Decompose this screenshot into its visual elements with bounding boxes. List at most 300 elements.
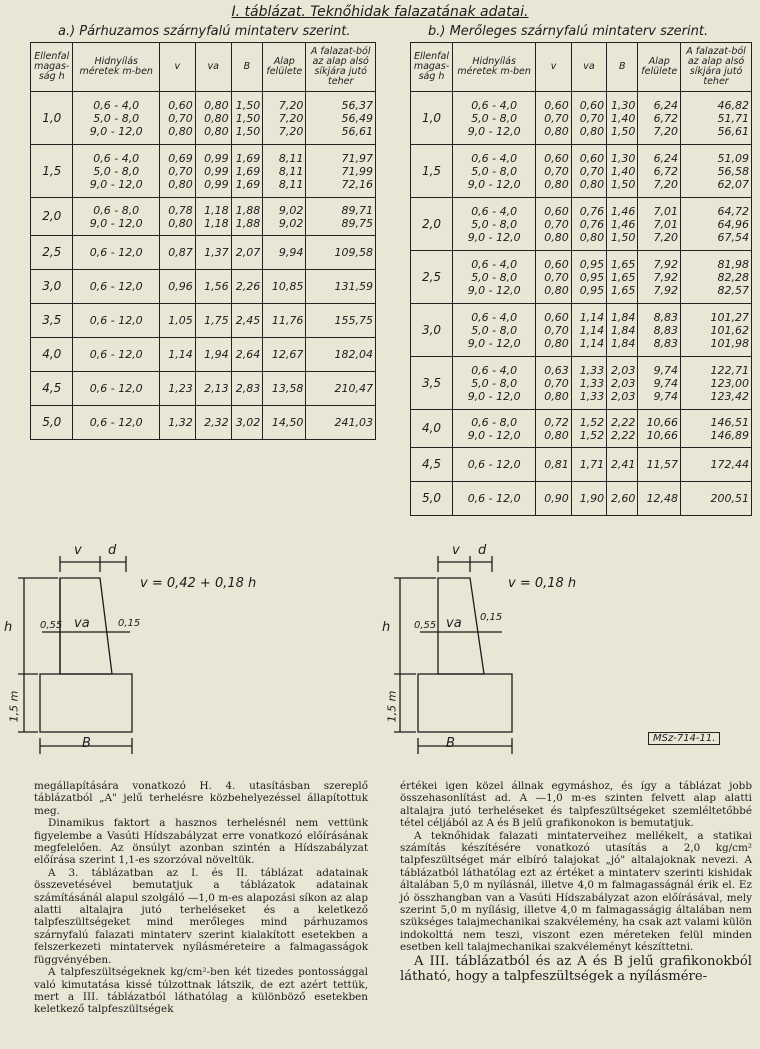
load-value: 89,71 bbox=[341, 203, 373, 217]
v-value: 0,60 bbox=[544, 204, 569, 218]
span-value: 0,6 - 4,0 bbox=[471, 310, 518, 324]
area-cell bbox=[638, 145, 681, 198]
load-cell bbox=[681, 357, 752, 410]
table-b-header-row bbox=[411, 43, 752, 92]
v-cell bbox=[159, 92, 195, 145]
paragraph: A talpfeszültségeknek kg/cm²-ben két tizedes pontossággal való kimutatása kissé túlzottnak látszik, de ezt azért tettük, mert a III. táblázatból láthatólag a különböző esetekben keletkező talpfeszültségek bbox=[34, 966, 368, 1016]
area-value: 13,58 bbox=[271, 382, 304, 395]
column-header: Hidnyílás méretek m-ben bbox=[73, 43, 159, 92]
span-value: 5,0 - 8,0 bbox=[471, 217, 518, 231]
diagram-b-h-label: h bbox=[382, 620, 391, 635]
area-cell bbox=[638, 357, 681, 410]
table-row bbox=[411, 448, 752, 482]
span-value: 9,0 - 12,0 bbox=[467, 124, 521, 138]
load-cell bbox=[681, 482, 752, 516]
column-header: Hidnyílás méretek m-ben bbox=[452, 43, 535, 92]
load-value: 46,82 bbox=[717, 98, 749, 112]
load-cell bbox=[306, 304, 376, 338]
load-value: 62,07 bbox=[717, 177, 749, 191]
span-value: 0,6 - 12,0 bbox=[89, 348, 143, 361]
diagram-a-h-label: h bbox=[4, 620, 13, 635]
area-value: 6,72 bbox=[653, 111, 679, 125]
area-value: 12,48 bbox=[646, 492, 679, 505]
B-cell bbox=[607, 357, 638, 410]
area-value: 7,20 bbox=[278, 124, 304, 138]
span-cell bbox=[452, 448, 535, 482]
diagram-a-right-dim: 0,15 bbox=[118, 618, 141, 629]
area-value: 7,20 bbox=[653, 124, 679, 138]
span-value: 5,0 - 8,0 bbox=[471, 111, 518, 125]
va-value: 2,13 bbox=[204, 382, 229, 395]
load-cell bbox=[306, 372, 376, 406]
span-value: 0,6 - 12,0 bbox=[89, 382, 143, 395]
diagram-b-left-dim: 0,55 bbox=[414, 620, 437, 631]
column-header: v bbox=[536, 43, 571, 92]
va-value: 0,60 bbox=[579, 98, 605, 112]
area-value: 7,20 bbox=[653, 230, 679, 244]
span-cell bbox=[73, 92, 159, 145]
area-cell bbox=[638, 448, 681, 482]
va-value: 0,80 bbox=[579, 124, 605, 138]
span-cell bbox=[73, 270, 159, 304]
span-value: 0,6 - 4,0 bbox=[93, 151, 140, 165]
va-value: 1,94 bbox=[204, 348, 229, 361]
area-value: 9,74 bbox=[653, 376, 679, 390]
va-cell bbox=[195, 270, 231, 304]
va-cell bbox=[571, 357, 606, 410]
v-value: 0,80 bbox=[544, 230, 569, 244]
v-cell bbox=[159, 338, 195, 372]
B-value: 2,22 bbox=[610, 415, 636, 429]
wall-height-cell: 5,0 bbox=[31, 406, 73, 440]
v-value: 0,80 bbox=[168, 124, 193, 138]
load-value: 101,98 bbox=[710, 336, 749, 350]
va-value: 1,56 bbox=[204, 280, 229, 293]
B-value: 1,88 bbox=[235, 203, 261, 217]
load-value: 89,75 bbox=[341, 216, 373, 230]
span-value: 5,0 - 8,0 bbox=[471, 323, 518, 337]
B-cell bbox=[607, 145, 638, 198]
area-cell bbox=[263, 198, 306, 236]
area-cell bbox=[263, 406, 306, 440]
table-row bbox=[31, 406, 376, 440]
B-value: 1,84 bbox=[610, 336, 636, 350]
foundation-b bbox=[418, 674, 512, 732]
B-value: 1,50 bbox=[235, 124, 261, 138]
B-value: 1,69 bbox=[235, 151, 261, 165]
column-header: Ellenfal magas-ság h bbox=[31, 43, 73, 92]
load-cell bbox=[306, 145, 376, 198]
wall-height-cell: 1,0 bbox=[411, 92, 453, 145]
load-value: 81,98 bbox=[717, 257, 749, 271]
B-value: 1,50 bbox=[610, 230, 636, 244]
area-value: 6,24 bbox=[653, 98, 679, 112]
B-value: 1,69 bbox=[235, 177, 261, 191]
va-value: 1,33 bbox=[579, 376, 605, 390]
B-cell bbox=[607, 482, 638, 516]
v-value: 1,05 bbox=[168, 314, 193, 327]
diagram-a-formula: v = 0,42 + 0,18 h bbox=[140, 576, 257, 591]
span-value: 0,6 - 4,0 bbox=[471, 204, 518, 218]
wall-height-cell: 3,0 bbox=[31, 270, 73, 304]
va-cell bbox=[195, 198, 231, 236]
area-value: 8,83 bbox=[653, 336, 679, 350]
va-value: 1,52 bbox=[579, 428, 605, 442]
B-value: 2,41 bbox=[610, 458, 636, 471]
column-header: A falazat-ból az alap alsó síkjára jutó teher bbox=[681, 43, 752, 92]
column-header: Alap felülete bbox=[263, 43, 306, 92]
area-value: 10,85 bbox=[271, 280, 304, 293]
area-value: 8,83 bbox=[653, 323, 679, 337]
area-value: 11,76 bbox=[271, 314, 304, 327]
table-row bbox=[31, 145, 376, 198]
area-value: 10,66 bbox=[646, 428, 679, 442]
load-value: 72,16 bbox=[341, 177, 373, 191]
v-value: 0,70 bbox=[544, 111, 569, 125]
load-value: 200,51 bbox=[710, 492, 749, 505]
va-value: 1,18 bbox=[204, 216, 229, 230]
area-cell bbox=[638, 198, 681, 251]
B-cell bbox=[231, 92, 263, 145]
B-value: 2,60 bbox=[610, 492, 636, 505]
va-value: 0,70 bbox=[579, 164, 605, 178]
va-value: 1,33 bbox=[579, 363, 605, 377]
span-value: 0,6 - 4,0 bbox=[471, 363, 518, 377]
span-value: 5,0 - 8,0 bbox=[93, 164, 140, 178]
table-row bbox=[411, 145, 752, 198]
wall-height-cell: 1,5 bbox=[31, 145, 73, 198]
load-value: 210,47 bbox=[334, 382, 373, 395]
v-value: 0,69 bbox=[168, 151, 193, 165]
load-value: 155,75 bbox=[334, 314, 373, 327]
B-value: 2,03 bbox=[610, 363, 636, 377]
v-value: 0,70 bbox=[544, 270, 569, 284]
va-value: 1,33 bbox=[579, 389, 605, 403]
v-cell bbox=[536, 145, 571, 198]
B-value: 2,07 bbox=[235, 246, 261, 259]
wall-height-cell: 4,0 bbox=[31, 338, 73, 372]
span-value: 0,6 - 12,0 bbox=[467, 458, 521, 471]
v-value: 0,80 bbox=[544, 428, 569, 442]
area-value: 7,20 bbox=[653, 177, 679, 191]
v-cell bbox=[159, 304, 195, 338]
va-value: 0,76 bbox=[579, 217, 605, 231]
va-cell bbox=[195, 406, 231, 440]
area-cell bbox=[263, 372, 306, 406]
v-cell bbox=[536, 304, 571, 357]
B-value: 1,84 bbox=[610, 310, 636, 324]
va-value: 0,60 bbox=[579, 151, 605, 165]
span-cell bbox=[73, 372, 159, 406]
page-title: I. táblázat. Teknőhidak falazatának adatai. bbox=[231, 4, 529, 20]
diagram-b-d-label: d bbox=[478, 543, 487, 558]
load-cell bbox=[306, 270, 376, 304]
B-value: 1,69 bbox=[235, 164, 261, 178]
v-value: 0,80 bbox=[168, 216, 193, 230]
wall-height-cell: 4,5 bbox=[31, 372, 73, 406]
load-value: 51,71 bbox=[717, 111, 749, 125]
diagram-a-v-label: v bbox=[74, 543, 82, 558]
B-value: 1,46 bbox=[610, 204, 636, 218]
table-row bbox=[411, 198, 752, 251]
va-cell bbox=[195, 92, 231, 145]
B-value: 1,50 bbox=[235, 98, 261, 112]
table-row bbox=[411, 92, 752, 145]
v-cell bbox=[536, 251, 571, 304]
va-value: 1,37 bbox=[204, 246, 229, 259]
span-cell bbox=[73, 198, 159, 236]
load-cell bbox=[306, 406, 376, 440]
load-value: 101,62 bbox=[710, 323, 749, 337]
v-value: 0,72 bbox=[544, 415, 569, 429]
area-value: 7,92 bbox=[653, 270, 679, 284]
span-cell bbox=[452, 482, 535, 516]
span-cell bbox=[73, 338, 159, 372]
load-cell bbox=[306, 198, 376, 236]
v-cell bbox=[159, 145, 195, 198]
B-cell bbox=[231, 270, 263, 304]
area-cell bbox=[638, 92, 681, 145]
v-value: 0,60 bbox=[168, 98, 193, 112]
span-value: 9,0 - 12,0 bbox=[467, 230, 521, 244]
column-header: B bbox=[607, 43, 638, 92]
span-value: 9,0 - 12,0 bbox=[467, 177, 521, 191]
B-cell bbox=[231, 198, 263, 236]
load-cell bbox=[681, 198, 752, 251]
span-value: 0,6 - 4,0 bbox=[471, 151, 518, 165]
load-cell bbox=[306, 92, 376, 145]
diagram-a-base-height: 1,5 m bbox=[7, 690, 21, 723]
area-cell bbox=[638, 251, 681, 304]
B-cell bbox=[231, 406, 263, 440]
va-value: 1,52 bbox=[579, 415, 605, 429]
load-value: 172,44 bbox=[710, 458, 749, 471]
B-value: 1,65 bbox=[610, 283, 636, 297]
span-value: 9,0 - 12,0 bbox=[89, 216, 143, 230]
B-value: 2,26 bbox=[235, 280, 261, 293]
load-value: 123,42 bbox=[710, 389, 749, 403]
B-value: 1,50 bbox=[610, 177, 636, 191]
va-cell bbox=[571, 92, 606, 145]
va-value: 0,80 bbox=[579, 177, 605, 191]
area-value: 7,92 bbox=[653, 283, 679, 297]
load-value: 67,54 bbox=[717, 230, 749, 244]
load-value: 82,28 bbox=[717, 270, 749, 284]
diagram-a-left-dim: 0,55 bbox=[40, 620, 63, 631]
table-row bbox=[411, 251, 752, 304]
diagram-b-B-label: B bbox=[446, 736, 455, 751]
load-cell bbox=[306, 236, 376, 270]
span-value: 0,6 - 4,0 bbox=[93, 98, 140, 112]
va-value: 0,95 bbox=[579, 283, 605, 297]
load-cell bbox=[306, 338, 376, 372]
span-value: 0,6 - 12,0 bbox=[89, 416, 143, 429]
area-value: 9,02 bbox=[278, 216, 304, 230]
standard-stamp: MSz-714-11. bbox=[648, 732, 720, 745]
span-cell bbox=[73, 304, 159, 338]
area-value: 6,24 bbox=[653, 151, 679, 165]
va-value: 0,95 bbox=[579, 257, 605, 271]
load-value: 71,99 bbox=[341, 164, 373, 178]
area-cell bbox=[263, 304, 306, 338]
va-cell bbox=[571, 145, 606, 198]
va-cell bbox=[195, 338, 231, 372]
area-cell bbox=[263, 270, 306, 304]
table-b bbox=[410, 42, 752, 516]
span-value: 5,0 - 8,0 bbox=[471, 376, 518, 390]
area-value: 8,83 bbox=[653, 310, 679, 324]
area-value: 9,02 bbox=[278, 203, 304, 217]
load-value: 71,97 bbox=[341, 151, 373, 165]
table-row bbox=[31, 338, 376, 372]
wall-height-cell: 2,5 bbox=[31, 236, 73, 270]
v-value: 1,32 bbox=[168, 416, 193, 429]
load-cell bbox=[681, 410, 752, 448]
span-value: 0,6 - 12,0 bbox=[89, 246, 143, 259]
diagram-b-v-label: v bbox=[452, 543, 460, 558]
area-cell bbox=[638, 410, 681, 448]
B-cell bbox=[231, 236, 263, 270]
va-cell bbox=[195, 236, 231, 270]
column-header: va bbox=[571, 43, 606, 92]
v-cell bbox=[536, 448, 571, 482]
body-text-left bbox=[34, 780, 368, 1016]
column-header: v bbox=[159, 43, 195, 92]
span-value: 9,0 - 12,0 bbox=[89, 124, 143, 138]
load-value: 241,03 bbox=[334, 416, 373, 429]
diagram-a bbox=[0, 538, 380, 768]
B-cell bbox=[231, 338, 263, 372]
diagram-b-va-label: va bbox=[446, 616, 462, 631]
paragraph: értékei igen közel állnak egymáshoz, és így a táblázat jobb összehasonlítást ad. A —1,0 m-es szinten felvett alap alatti altalajra jutó terheléseket és talpfeszültségeket szemléltetőbbé tétel céljából az A és B jelű grafikonokon is bemutatjuk. bbox=[400, 780, 752, 830]
table-a-caption: a.) Párhuzamos szárnyfalú mintaterv szerint. bbox=[58, 24, 351, 39]
va-value: 1,71 bbox=[579, 458, 605, 471]
wall-height-cell: 4,0 bbox=[411, 410, 453, 448]
load-value: 109,58 bbox=[334, 246, 373, 259]
v-cell bbox=[536, 410, 571, 448]
B-value: 2,03 bbox=[610, 389, 636, 403]
load-cell bbox=[681, 92, 752, 145]
diagram-a-d-label: d bbox=[108, 543, 117, 558]
table-b-caption: b.) Merőleges szárnyfalú mintaterv szerint. bbox=[428, 24, 709, 39]
va-value: 0,80 bbox=[204, 124, 229, 138]
va-value: 0,99 bbox=[204, 151, 229, 165]
wall-height-cell: 3,5 bbox=[31, 304, 73, 338]
B-cell bbox=[607, 92, 638, 145]
B-value: 1,84 bbox=[610, 323, 636, 337]
v-value: 1,23 bbox=[168, 382, 193, 395]
area-value: 14,50 bbox=[271, 416, 304, 429]
B-cell bbox=[607, 198, 638, 251]
column-header: Ellenfal magas-ság h bbox=[411, 43, 453, 92]
span-value: 0,6 - 12,0 bbox=[89, 314, 143, 327]
area-value: 7,01 bbox=[653, 204, 679, 218]
load-value: 56,58 bbox=[717, 164, 749, 178]
table-row bbox=[31, 372, 376, 406]
span-value: 9,0 - 12,0 bbox=[89, 177, 143, 191]
span-cell bbox=[452, 198, 535, 251]
B-cell bbox=[231, 304, 263, 338]
B-value: 1,65 bbox=[610, 270, 636, 284]
column-header: va bbox=[195, 43, 231, 92]
paragraph: A III. táblázatból és az A és B jelű grafikonokból látható, hogy a talpfeszültségek a nyílásmére- bbox=[400, 953, 752, 985]
B-value: 2,22 bbox=[610, 428, 636, 442]
span-value: 5,0 - 8,0 bbox=[471, 164, 518, 178]
va-cell bbox=[571, 251, 606, 304]
span-cell bbox=[452, 357, 535, 410]
span-value: 0,6 - 8,0 bbox=[471, 415, 518, 429]
v-cell bbox=[536, 92, 571, 145]
span-cell bbox=[73, 145, 159, 198]
load-value: 146,89 bbox=[710, 428, 749, 442]
area-cell bbox=[638, 304, 681, 357]
area-cell bbox=[638, 482, 681, 516]
load-value: 101,27 bbox=[710, 310, 749, 324]
load-value: 51,09 bbox=[717, 151, 749, 165]
diagram-a-va-label: va bbox=[74, 616, 90, 631]
va-cell bbox=[571, 198, 606, 251]
area-value: 8,11 bbox=[278, 151, 304, 165]
va-value: 1,14 bbox=[579, 310, 605, 324]
B-cell bbox=[607, 304, 638, 357]
B-cell bbox=[231, 372, 263, 406]
area-value: 7,20 bbox=[278, 111, 304, 125]
B-value: 2,45 bbox=[235, 314, 261, 327]
foundation-a bbox=[40, 674, 132, 732]
load-value: 56,49 bbox=[341, 111, 373, 125]
B-value: 1,40 bbox=[610, 111, 636, 125]
table-row bbox=[31, 270, 376, 304]
va-value: 2,32 bbox=[204, 416, 229, 429]
area-value: 9,94 bbox=[278, 246, 304, 259]
B-value: 3,02 bbox=[235, 416, 261, 429]
span-cell bbox=[452, 304, 535, 357]
B-value: 1,65 bbox=[610, 257, 636, 271]
load-value: 82,57 bbox=[717, 283, 749, 297]
table-row bbox=[31, 304, 376, 338]
wall-height-cell: 2,0 bbox=[31, 198, 73, 236]
v-value: 0,78 bbox=[168, 203, 193, 217]
va-value: 0,99 bbox=[204, 164, 229, 178]
diagram-b-right-dim: 0,15 bbox=[480, 612, 503, 623]
body-text-right bbox=[400, 780, 752, 985]
area-cell bbox=[263, 145, 306, 198]
B-value: 2,64 bbox=[235, 348, 261, 361]
paragraph: A 3. táblázatban az I. és II. táblázat adatainak összevetésével bemutatjuk a táblázatok adatainak számításánál alapul szolgáló —1,0 m-es alapozási síkon az alap alatti altalajra jutó terheléseket és a keletkező talpfeszültségeket mind merőleges mind párhuzamos szárnyfalú falazati mintaterv szerint kialakított esetekben a felszerkezeti mintatervek nyílásméreteire a falmagasságok függvényében. bbox=[34, 866, 368, 966]
load-cell bbox=[681, 251, 752, 304]
load-value: 64,72 bbox=[717, 204, 749, 218]
v-value: 0,80 bbox=[544, 336, 569, 350]
v-cell bbox=[536, 482, 571, 516]
wall-height-cell: 2,0 bbox=[411, 198, 453, 251]
paragraph: A teknőhidak falazati mintaterveihez mellékelt, a statikai számítás készítésére vonatkozó utasítás a 2,0 kg/cm² talpfeszültséget már elbíró talajokat „jó" altalajoknak nevezi. A táblázatból láthatólag ezt az értéket a mintaterv szerinti kishidak általában 5,0 m nyílásnál, illetve 4,0 m falmagasságnál érik el. Ez jó összhangban van a Vasúti Hídszabályzat azon előírásával, mely szerint 5,0 m nyílásig, illetve 4,0 m falmagasságig általában nem szükséges talajmechanikai szakvélemény, ha csak azt valami külön indokolttá nem teszi, viszont ezen méreteken felül minden esetben kell talajmechanikai szakvéleményt készíttetni. bbox=[400, 829, 752, 954]
diagram-a-B-label: B bbox=[82, 736, 91, 751]
v-cell bbox=[159, 270, 195, 304]
v-cell bbox=[159, 236, 195, 270]
area-value: 7,20 bbox=[278, 98, 304, 112]
span-cell bbox=[452, 251, 535, 304]
v-value: 0,96 bbox=[168, 280, 193, 293]
v-value: 0,60 bbox=[544, 310, 569, 324]
va-value: 0,95 bbox=[579, 270, 605, 284]
v-value: 0,80 bbox=[168, 177, 193, 191]
load-value: 182,04 bbox=[334, 348, 373, 361]
B-value: 2,83 bbox=[235, 382, 261, 395]
table-row bbox=[31, 236, 376, 270]
area-value: 8,11 bbox=[278, 164, 304, 178]
v-value: 0,87 bbox=[168, 246, 193, 259]
load-value: 56,61 bbox=[341, 124, 373, 138]
